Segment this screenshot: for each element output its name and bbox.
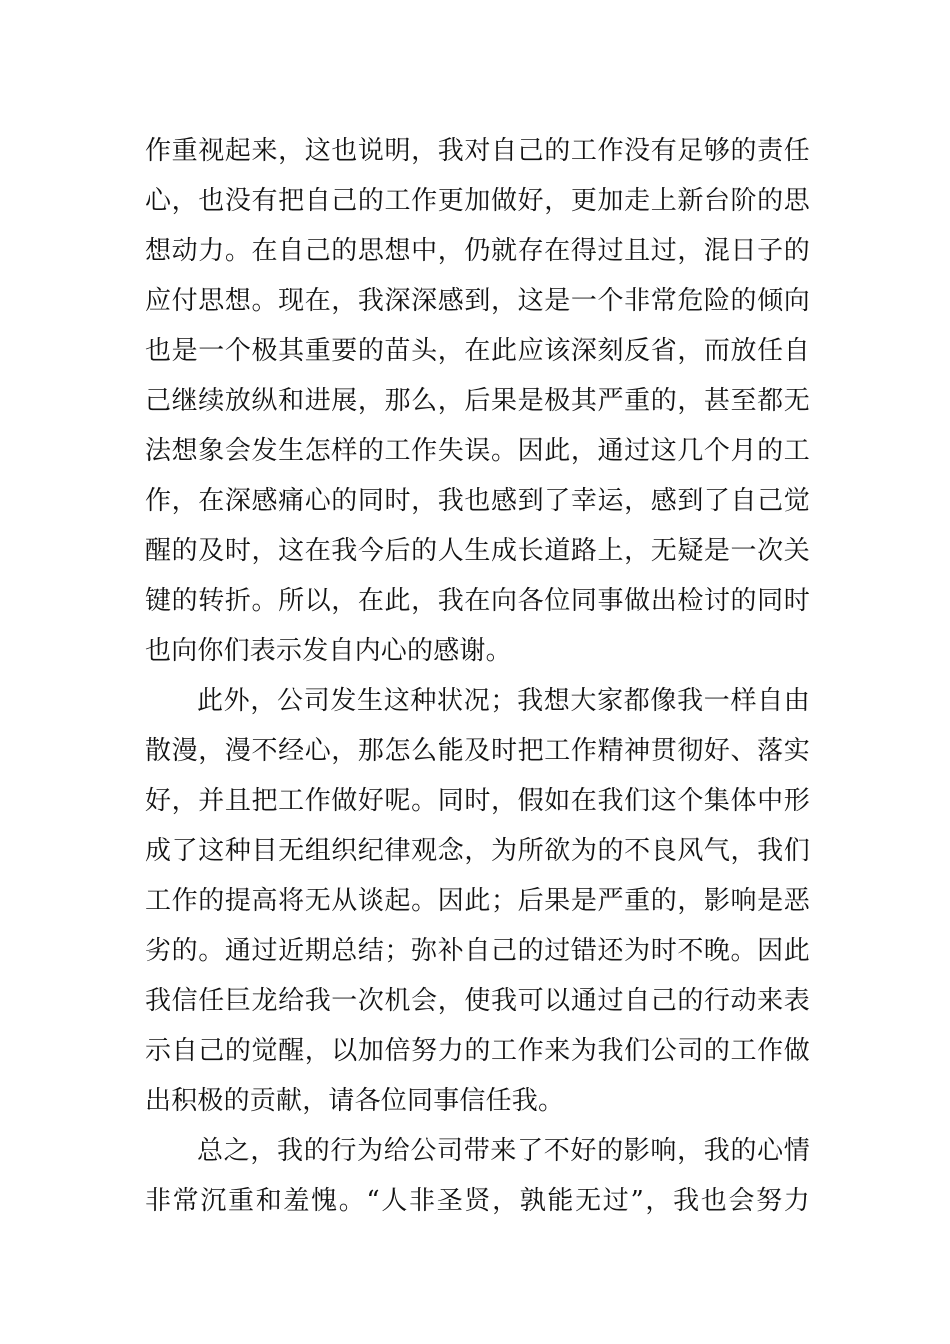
text-line: 示自己的觉醒，以加倍努力的工作来为我们公司的工作做 bbox=[145, 1036, 810, 1066]
text-line: 好，并且把工作做好呢。同时，假如在我们这个集体中形 bbox=[145, 786, 810, 816]
text-line: 我信任巨龙给我一次机会，使我可以通过自己的行动来表 bbox=[145, 986, 810, 1016]
paragraph-start-line: 总之，我的行为给公司带来了不好的影响，我的心情 bbox=[197, 1136, 810, 1166]
text-line: 想动力。在自己的思想中，仍就存在得过且过，混日子的 bbox=[145, 236, 810, 266]
text-line: 工作的提高将无从谈起。因此；后果是严重的，影响是恶 bbox=[145, 886, 810, 916]
text-line: 也是一个极其重要的苗头，在此应该深刻反省，而放任自 bbox=[145, 336, 810, 366]
text-line: 劣的。通过近期总结；弥补自己的过错还为时不晚。因此 bbox=[145, 936, 810, 966]
text-line: 应付思想。现在，我深深感到，这是一个非常危险的倾向 bbox=[145, 286, 810, 316]
text-line: 醒的及时，这在我今后的人生成长道路上，无疑是一次关 bbox=[145, 536, 810, 566]
document-body bbox=[145, 126, 810, 1226]
text-line: 非常沉重和羞愧。“人非圣贤，孰能无过”，我也会努力 bbox=[145, 1186, 810, 1216]
text-line: 己继续放纵和进展，那么，后果是极其严重的，甚至都无 bbox=[145, 386, 810, 416]
text-line: 心，也没有把自己的工作更加做好，更加走上新台阶的思 bbox=[145, 186, 810, 216]
text-line: 键的转折。所以，在此，我在向各位同事做出检讨的同时 bbox=[145, 586, 810, 616]
text-line: 作，在深感痛心的同时，我也感到了幸运，感到了自己觉 bbox=[145, 486, 810, 516]
text-line: 法想象会发生怎样的工作失误。因此，通过这几个月的工 bbox=[145, 436, 810, 466]
text-line: 成了这种目无组织纪律观念，为所欲为的不良风气，我们 bbox=[145, 836, 810, 866]
text-line: 散漫，漫不经心，那怎么能及时把工作精神贯彻好、落实 bbox=[145, 736, 810, 766]
paragraph-end-line: 也向你们表示发自内心的感谢。 bbox=[145, 636, 512, 666]
paragraph-start-line: 此外，公司发生这种状况；我想大家都像我一样自由 bbox=[197, 686, 810, 716]
text-line: 作重视起来，这也说明，我对自己的工作没有足够的责任 bbox=[145, 136, 810, 166]
paragraph-end-line: 出积极的贡献，请各位同事信任我。 bbox=[145, 1086, 565, 1116]
